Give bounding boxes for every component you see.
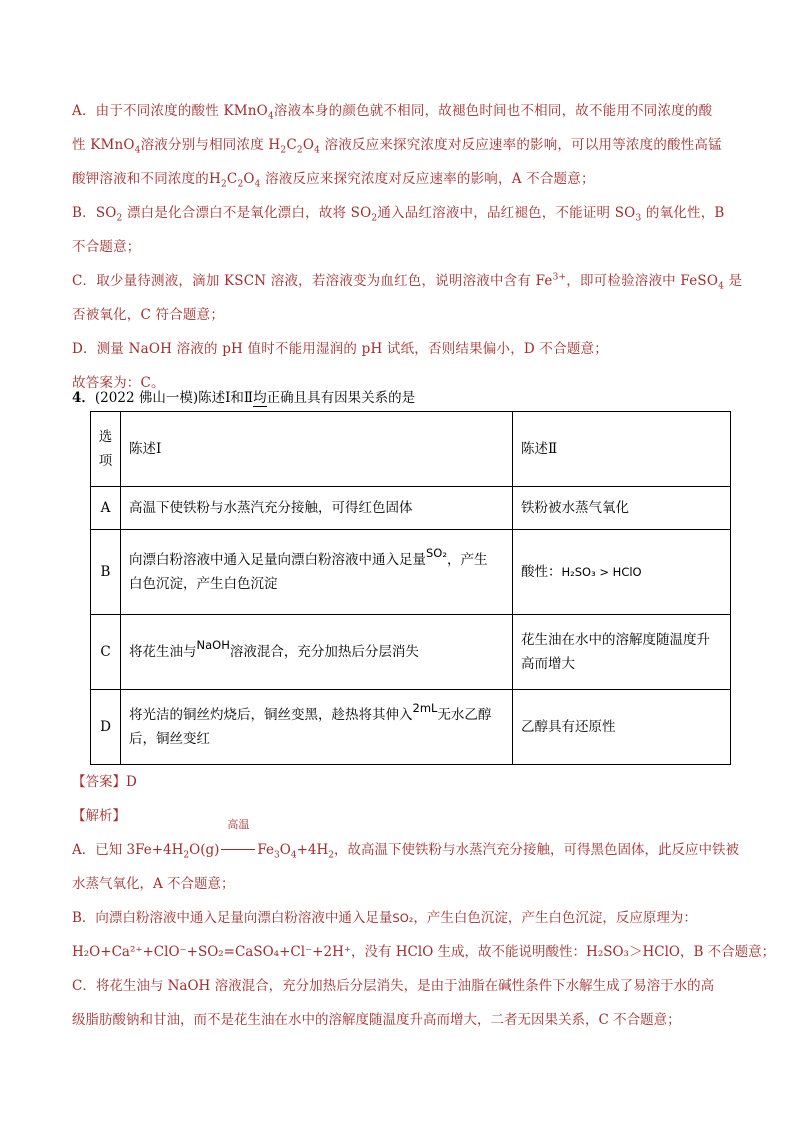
analysis-c-line-2: 级脂肪酸钠和甘油，而不是花生油在水中的溶解度随温度升高而增大，二者无因果关系，C 不合题意；: [72, 1012, 681, 1028]
row-c-statement-1: 将花生油与NaOH溶液混合，充分加热后分层消失: [121, 615, 513, 690]
question-number: 4．: [72, 390, 95, 406]
row-a-key: A: [91, 487, 121, 530]
row-a-statement-2: 铁粉被水蒸气氧化: [513, 487, 731, 530]
row-b-statement-1: 向漂白粉溶液中通入足量向漂白粉溶液中通入足量SO₂，产生 白色沉淀，产生白色沉淀: [121, 530, 513, 615]
analysis-a-line-1: A．已知 $3Fe+4H_2O(g)$ 高温 $Fe_3O_4+4H_2$，故高温下使铁粉与水蒸汽充分接触，可得黑色固体，此反应中铁被: [72, 833, 732, 867]
header-option-cell: 选项: [91, 412, 121, 487]
question-4-title: 4．(2022 佛山一模)陈述Ⅰ和Ⅱ均正确且具有因果关系的是: [72, 390, 416, 406]
previous-solution: [72, 94, 743, 400]
underlined-word: 均: [253, 390, 267, 406]
row-b-key: B: [91, 530, 121, 615]
conclusion-line: 故答案为：C。: [72, 375, 165, 391]
option-a-explanation-line-1: A．由于不同浓度的酸性 KMnO$_4$溶液本身的颜色就不相同，故褪色时间也不相同，故不能用不同浓度的酸: [72, 103, 713, 122]
row-d-key: D: [91, 690, 121, 765]
options-table: [90, 411, 731, 765]
option-b-explanation-line-2: 不合题意；: [72, 239, 141, 255]
table-row-c: [91, 615, 731, 690]
row-c-statement-2: 花生油在水中的溶解度随温度升 高而增大: [513, 615, 731, 690]
row-b-statement-2: 酸性：H₂SO₃ > HClO: [513, 530, 731, 615]
header-statement-2: 陈述Ⅱ: [513, 412, 731, 487]
question-source: (2022 佛山一模): [94, 390, 199, 406]
reaction-condition-arrow: 高温: [221, 833, 255, 867]
option-d-explanation-line-1: D．测量 NaOH 溶液的 pH 值时不能用湿润的 pH 试纸，否则结果偏小，D 不合题意；: [72, 341, 608, 357]
row-d-statement-2: 乙醇具有还原性: [513, 690, 731, 765]
row-a-statement-1: 高温下使铁粉与水蒸汽充分接触，可得红色固体: [121, 487, 513, 530]
row-d-statement-1: 将光洁的铜丝灼烧后，铜丝变黑，趁热将其伸入2mL无水乙醇 后，铜丝变红: [121, 690, 513, 765]
answer-and-analysis: [72, 765, 776, 1037]
option-c-explanation-line-2: 否被氧化，C 符合题意；: [72, 307, 225, 323]
table-header-row: [91, 412, 731, 487]
analysis-c-line-1: C．将花生油与 NaOH 溶液混合，充分加热后分层消失，是由于油脂在碱性条件下水解生成了易溶于水的高: [72, 978, 715, 994]
option-a-explanation-line-2: 性 KMnO$_4$溶液分别与相同浓度 $H_2C_2O_4$ 溶液反应来探究浓度对反应速率的影响，可以用等浓度的酸性高锰: [72, 137, 722, 156]
option-b-explanation-line-1: B．$SO_2$ 漂白是化合漂白不是氧化漂白，故将 $SO_2$通入品红溶液中，品红褪色，不能证明 $SO_3$ 的氧化性，B: [72, 205, 725, 224]
option-a-explanation-line-3: 酸钾溶液和不同浓度的$H_2C_2O_4$ 溶液反应来探究浓度对反应速率的影响，A 不合题意；: [72, 171, 595, 190]
answer-line: 【答案】D: [72, 774, 137, 790]
analysis-b-line-2: H₂O+Ca²⁺+ClO⁻+SO₂=CaSO₄+Cl⁻+2H⁺，没有 HClO 生成，故不能说明酸性：H₂SO₃＞HClO，B 不合题意；: [72, 944, 776, 960]
analysis-a-line-2: 水蒸气氧化，A 不合题意；: [72, 876, 235, 892]
row-c-key: C: [91, 615, 121, 690]
analysis-b-line-1: B．向漂白粉溶液中通入足量向漂白粉溶液中通入足量SO₂，产生白色沉淀，产生白色沉淀，反应原理为：: [72, 910, 697, 926]
option-c-explanation-line-1: C．取少量待测液，滴加 KSCN 溶液，若溶液变为血红色，说明溶液中含有 $Fe^{3+}$，即可检验溶液中 FeSO$_4$ 是: [72, 272, 743, 292]
table-row-d: [91, 690, 731, 765]
header-statement-1: 陈述Ⅰ: [121, 412, 513, 487]
analysis-label: 【解析】: [72, 808, 126, 824]
table-row-a: [91, 487, 731, 530]
table-row-b: [91, 530, 731, 615]
